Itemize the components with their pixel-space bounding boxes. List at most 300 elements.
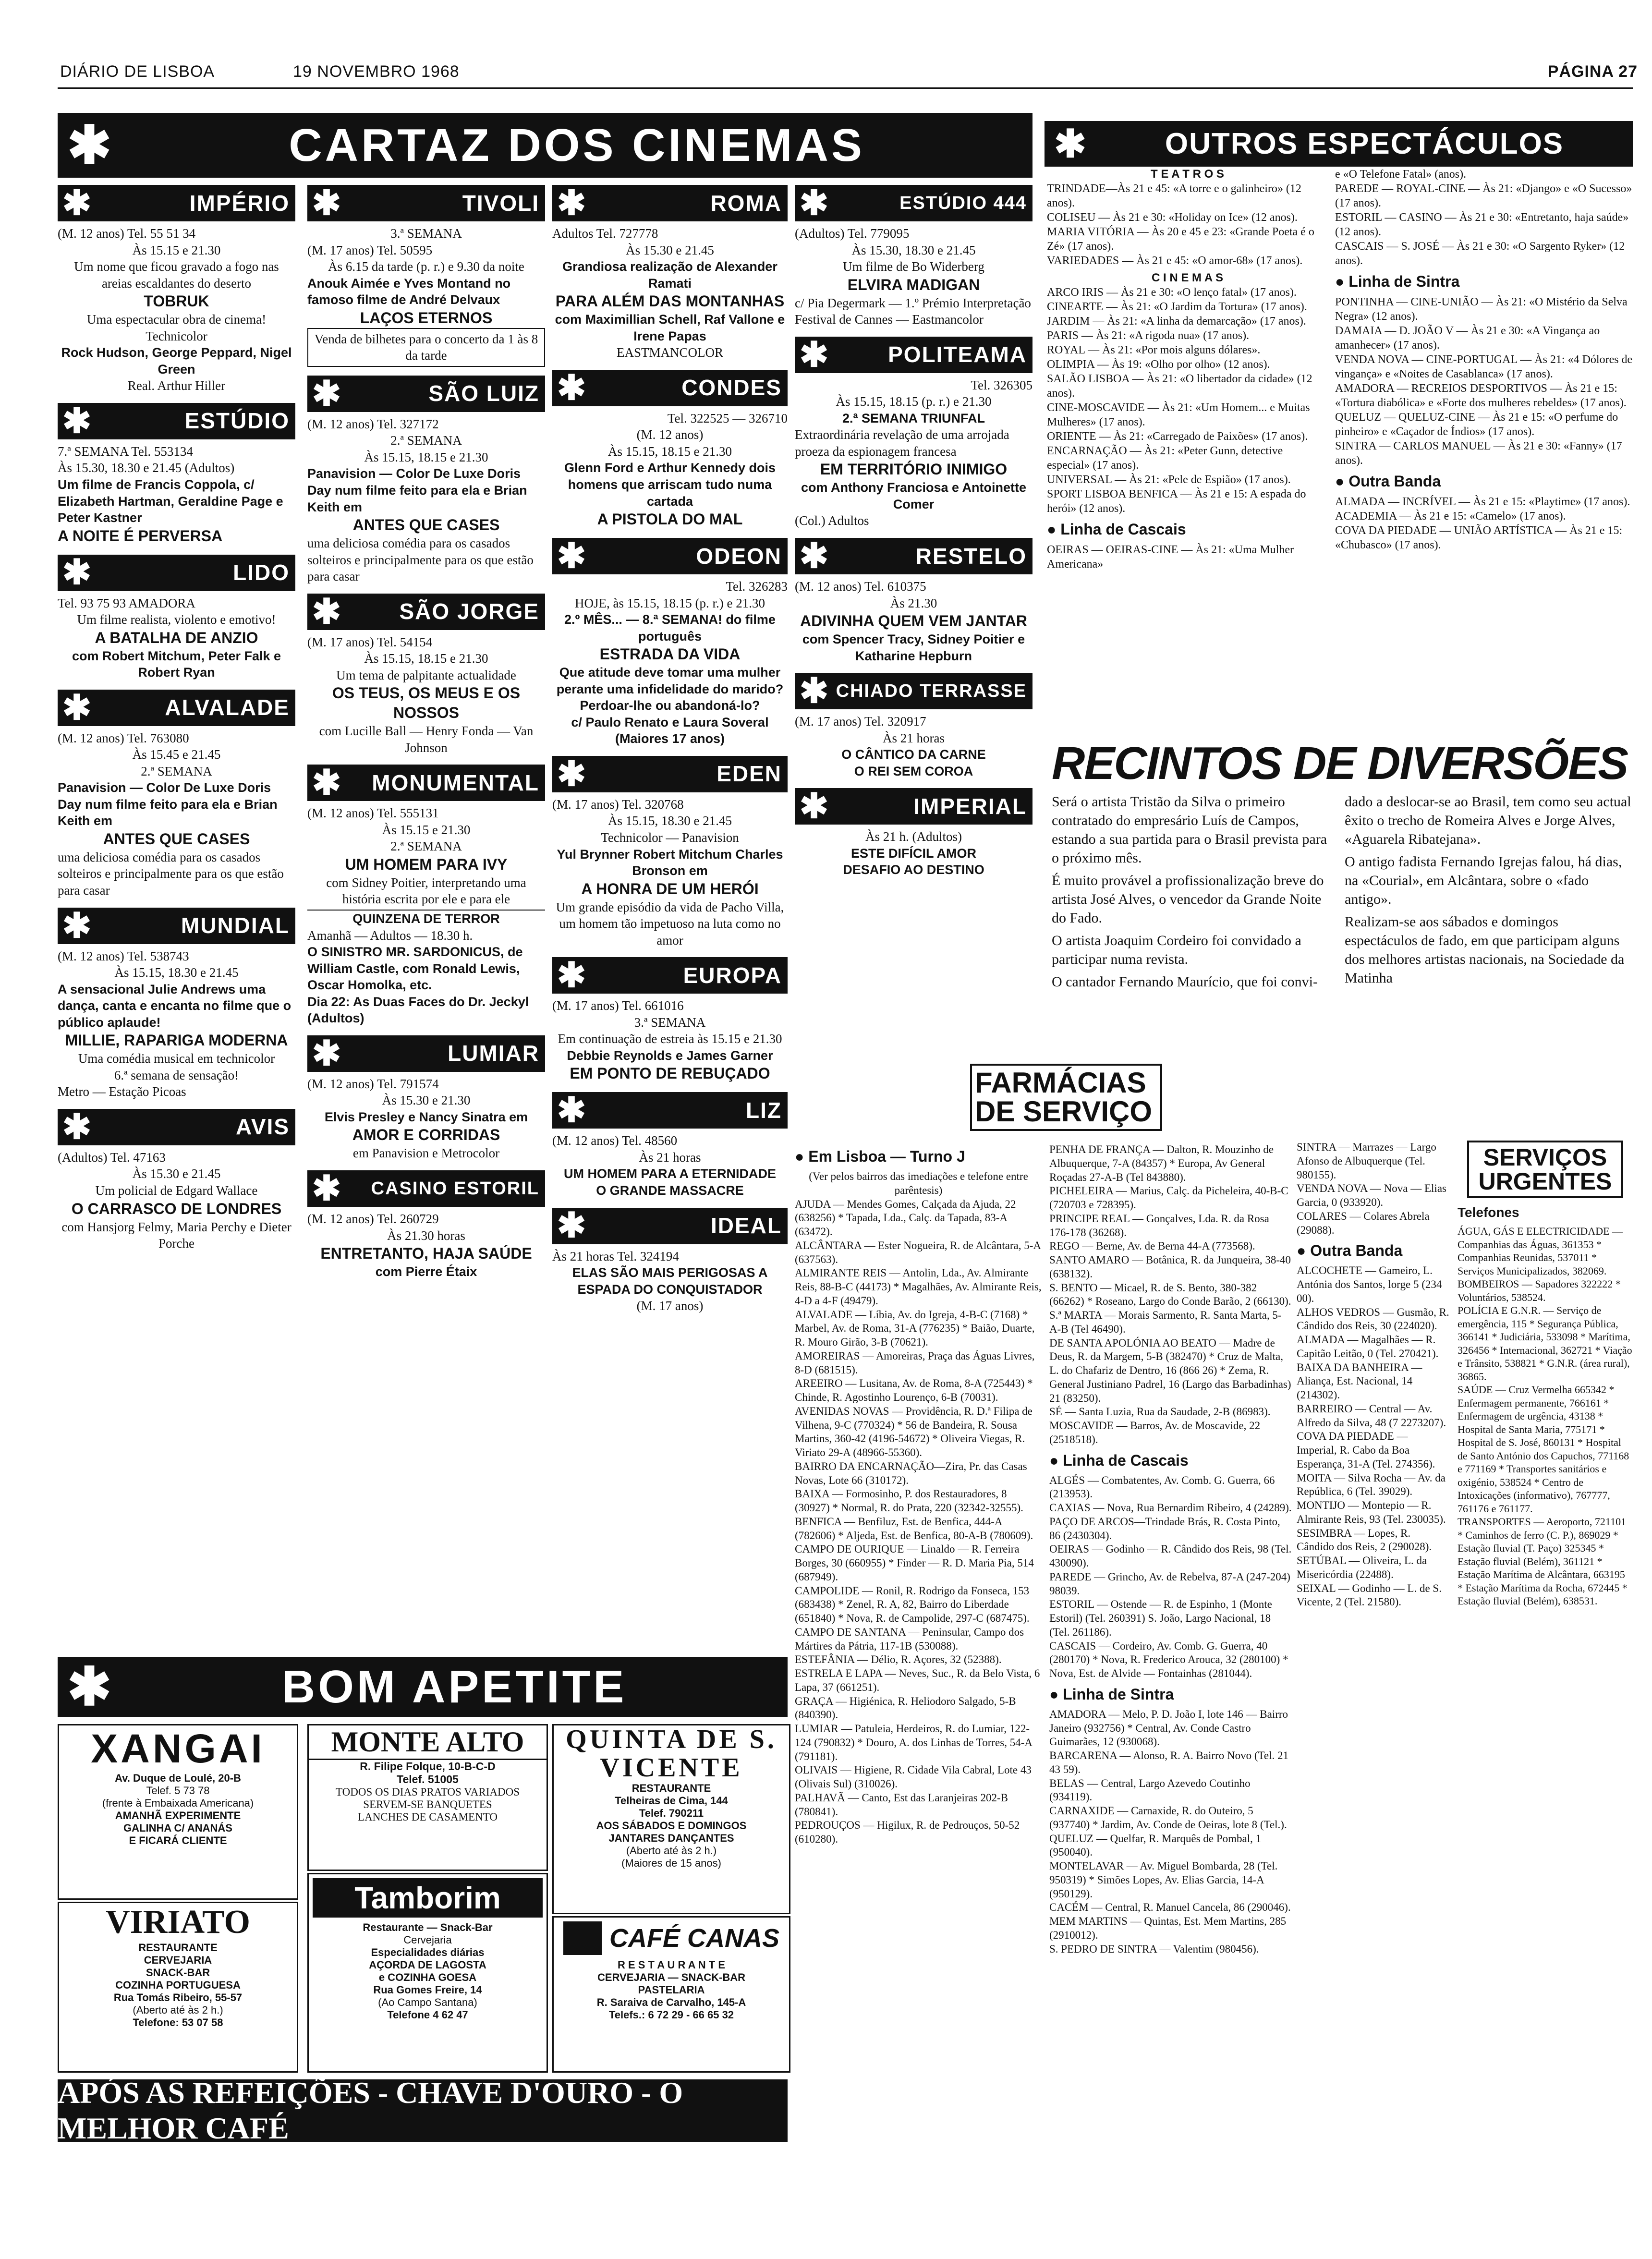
cinema-name: CHIADO TERRASSE	[836, 680, 1027, 701]
cinema-times: Às 15.15, 18.30 e 21.45	[608, 814, 732, 828]
cinema-info: (M. 17 anos) Tel. 50595	[307, 243, 433, 257]
cinema-cast: com Pierre Étaix	[375, 1264, 477, 1279]
bullet-icon: ●	[1297, 1242, 1311, 1260]
pharmacy-item: COVA DA PIEDADE — Imperial, R. Cabo da Boa Esperança, 31-A (Tel. 274356).	[1297, 1430, 1435, 1470]
film-title: ANTES QUE CASES	[352, 516, 500, 534]
recintos-title: RECINTOS DE DIVERSÕES	[1052, 738, 1628, 789]
cinema-week: 2.ª SEMANA	[141, 764, 212, 778]
teatro-item: MARIA VITÓRIA — Às 20 e 45 e 23: «Grande Poeta é o Zé» (17 anos).	[1047, 226, 1314, 253]
sintra-heading: ● Linha de Sintra	[1335, 273, 1460, 290]
restaurant-address: Rua Tomás Ribeiro, 55-57	[113, 1992, 243, 2004]
cinema-blurb: Um tema de palpitante actualidade	[336, 668, 516, 682]
restaurant-address: (Ao Campo Santana)	[378, 1996, 477, 2008]
star-icon: ✱	[62, 553, 92, 592]
outro-cinema-item: ARCO IRIS — Às 21 e 30: «O lenço fatal» (17 anos).	[1047, 286, 1297, 299]
film-title: LAÇOS ETERNOS	[360, 309, 493, 327]
sintra-item: DAMAIA — D. JOÃO V — Às 21 e 30: «A Vingança ao amanhecer» (17 anos).	[1335, 325, 1600, 352]
cinema-lido[interactable]	[58, 555, 295, 681]
outros-title: OUTROS ESPECTÁCULOS	[1165, 127, 1564, 160]
pharmacy-item: PENHA DE FRANÇA — Dalton, R. Mouzinho de Albuquerque, 7-A (84357) * Europa, Av General Roçadas 27-A-B (Tel 843880).	[1049, 1143, 1274, 1183]
film-title: ELVIRA MADIGAN	[847, 276, 980, 293]
film-title: DESAFIO AO DESTINO	[843, 862, 984, 877]
recintos-item: É muito provável a profissionalização breve do artista José Alves, o vencedor da Grande Noite do Fado.	[1052, 873, 1324, 926]
banda-heading: ● Outra Banda	[1335, 473, 1441, 490]
star-icon: ✱	[799, 787, 829, 826]
pharmacy-item: S.ª MARTA — Morais Sarmento, R. Santa Marta, 5-A-B (Tel 46490).	[1049, 1309, 1282, 1335]
cinema-politeama[interactable]	[795, 337, 1032, 529]
star-icon: ✱	[557, 754, 586, 793]
cinema-estoril[interactable]	[307, 1170, 545, 1280]
cinema-week: 2.º MÊS... — 8.ª SEMANA! do filme português	[564, 612, 776, 644]
restaurant-hours: (Aberto até às 2 h.)	[626, 1844, 717, 1857]
film-title: TOBRUK	[144, 292, 209, 310]
pharmacy-item: S. PEDRO DE SINTRA — Valentim (980456).	[1049, 1943, 1259, 1955]
cinema-blurb: Um grande episódio da vida de Pacho Villa, um homem tão impetuoso na luta como no amor	[556, 899, 784, 947]
star-icon: ✱	[312, 592, 341, 631]
farmacias-title: FARMÁCIAS DE SERVIÇO	[975, 1067, 1152, 1128]
pharmacy-item: ALHOS VEDROS — Gusmão, R. Cândido dos Reis, 30 (224020).	[1297, 1306, 1449, 1332]
restaurant-type: CERVEJARIA — SNACK-BAR	[597, 1971, 746, 1983]
cinema-column-4	[795, 185, 1032, 887]
cinema-info: (Adultos) Tel. 47163	[58, 1150, 166, 1165]
cinema-blurb: A sensacional Julie Andrews uma dança, canta e encanta no filme que o público aplaude!	[58, 982, 292, 1030]
teatro-item: VARIEDADES — Às 21 e 45: «O amor-68» (17 anos).	[1047, 255, 1303, 267]
pharmacy-item: MONTELAVAR — Av. Miguel Bombarda, 28 (Tel. 950319) * Simões Lopes, Av. Elias Garcia, 14-A (950129).	[1049, 1860, 1278, 1900]
cinema-name: MONUMENTAL	[372, 770, 539, 795]
cinema-lumiar[interactable]	[307, 1035, 545, 1162]
outros-column-a	[1047, 167, 1328, 571]
banda-item: COVA DA PIEDADE — UNIÃO ARTÍSTICA — Às 21 e 15: «Chubasco» (17 anos).	[1335, 524, 1623, 551]
pharmacy-item: VENDA NOVA — Nova — Elias Garcia, 0 (933920).	[1297, 1182, 1446, 1208]
star-icon: ✱	[557, 1091, 586, 1130]
bullet-icon: ●	[1047, 521, 1061, 538]
cinema-name: LIDO	[233, 560, 290, 585]
film-title: AMOR E CORRIDAS	[352, 1126, 500, 1144]
pharmacy-item: BARREIRO — Central — Av. Alfredo da Silva, 48 (7 2273207).	[1297, 1402, 1446, 1429]
cinema-name: ALVALADE	[165, 695, 290, 720]
film-title: EM TERRITÓRIO INIMIGO	[820, 461, 1008, 478]
pharmacy-item: BAIXA DA BANHEIRA — Aliança, Est. Nacional, 14 (214302).	[1297, 1361, 1422, 1401]
star-icon: ✱	[557, 368, 586, 407]
cinema-cast: com Robert Mitchum, Peter Falk e Robert Ryan	[72, 648, 281, 680]
outro-cinema-item: UNIVERSAL — Às 21: «Pele de Espião» (17 anos).	[1047, 474, 1291, 486]
cinema-info: Tel. 326305	[971, 377, 1032, 392]
sintra-item: QUELUZ — QUELUZ-CINE — Às 21 e 15: «O perfume do pinheiro» e «Caçador de Índios» (17 anos).	[1335, 411, 1618, 438]
film-title: O REI SEM COROA	[854, 764, 973, 778]
star-icon: ✱	[557, 536, 586, 575]
bullet-icon: ●	[1049, 1685, 1063, 1703]
cinema-rating: (M. 12 anos)	[636, 427, 704, 442]
restaurant-name: QUINTA DE S. VICENTE	[566, 1725, 777, 1783]
film-title: ELAS SÃO MAIS PERIGOSAS A ESPADA DO CONQUISTADOR	[572, 1265, 768, 1297]
star-icon: ✱	[557, 956, 586, 995]
cinema-week: 3.ª SEMANA	[390, 226, 462, 241]
restaurant-promo: SERVEM-SE BANQUETES	[363, 1798, 492, 1810]
cinema-cast: Yul Brynner Robert Mitchum Charles Bronson em	[557, 847, 783, 878]
restaurant-specialty: AÇORDA DE LAGOSTA	[369, 1959, 486, 1971]
outro-cinema-item: CINEARTE — Às 21: «O Jardim da Tortura» (17 anos).	[1047, 301, 1307, 313]
restaurant-type: PASTELARIA	[638, 1984, 705, 1996]
restaurant-specialty: Especialidades diárias	[371, 1946, 485, 1958]
pharmacy-item: MEM MARTINS — Quintas, Est. Mem Martins, 285 (2910012).	[1049, 1915, 1287, 1941]
restaurant-phone: Telefone 4 62 47	[387, 2009, 468, 2021]
sintra-item: PONTINHA — CINE-UNIÃO — Às 21: «O Mistério da Selva Negra» (12 anos).	[1335, 296, 1628, 323]
banda-heading: ● Outra Banda	[1297, 1242, 1403, 1260]
telefones-heading: Telefones	[1458, 1205, 1519, 1220]
restaurant-address: R. Saraiva de Carvalho, 145-A	[596, 1996, 746, 2008]
servicos-title: SERVIÇOS URGENTES	[1478, 1144, 1612, 1195]
cinema-times: Às 15.45 e 21.45	[132, 747, 221, 762]
outro-cinema-item: SPORT LISBOA BENFICA — Às 21 e 15: A espada do herói» (12 anos).	[1047, 488, 1306, 515]
cinema-name: EUROPA	[683, 962, 782, 988]
cinema-name: MUNDIAL	[181, 913, 290, 938]
cinema-name: SÃO LUIZ	[428, 381, 539, 406]
film-title: MILLIE, RAPARIGA MODERNA	[65, 1032, 288, 1049]
bom-apetite-title: BOM APETITE	[281, 1661, 627, 1712]
cinema-cast: Rock Hudson, George Peppard, Nigel Green	[61, 345, 292, 376]
cinema-cast: com Maximillian Schell, Raf Vallone e Irene Papas	[555, 312, 785, 343]
restaurant-phone: Telef. 790211	[639, 1807, 704, 1819]
outro-cinema-item: JARDIM — Às 21: «A linha da demarcação» (17 anos).	[1047, 315, 1306, 328]
cinema-week: 2.ª SEMANA	[390, 839, 462, 854]
pharmacy-item: ALCÂNTARA — Ester Nogueira, R. de Alcântara, 5-A (637563).	[795, 1239, 1041, 1265]
pharmacy-item: ALMIRANTE REIS — Antolin, Lda., Av. Almirante Reis, 88-B-C (44173) * Magalhães, Av. Almirante Reis, 4-D a 4-F (49479).	[795, 1267, 1042, 1307]
cinema-week: 6.ª semana de sensação!	[114, 1068, 239, 1082]
pharmacy-item: SINTRA — Marrazes — Largo Afonso de Albuquerque (Tel. 980155).	[1297, 1141, 1436, 1181]
farmacias-column-1	[795, 1143, 1042, 1846]
cinema-info: (M. 12 anos) Tel. 55 51 34	[58, 226, 196, 241]
cinema-condes[interactable]	[552, 370, 788, 529]
restaurant-address: R. Filipe Folque, 10-B-C-D	[360, 1760, 496, 1773]
restaurant-address: Av. Duque de Loulé, 20-B	[115, 1772, 241, 1784]
pharmacy-item: BAIRRO DA ENCARNAÇÃO—Zira, Pr. das Casas Novas, Lote 66 (310172).	[795, 1460, 1027, 1486]
restaurant-type: CERVEJARIA	[144, 1954, 212, 1966]
outro-cinema-item: CINE-MOSCAVIDE — Às 21: «Um Homem... e Muitas Mulheres» (17 anos).	[1047, 401, 1310, 428]
cinema-times: Às 21 h. (Adultos)	[865, 829, 962, 844]
star-icon: ✱	[312, 1169, 341, 1208]
star-icon: ✱	[312, 374, 341, 413]
restaurant-promo: LANCHES DE CASAMENTO	[358, 1811, 498, 1823]
pharmacy-item: SÉ — Santa Luzia, Rua da Saudade, 2-B (86983).	[1049, 1406, 1271, 1418]
cinema-times: Às 15.15, 18.15 e 21.30	[364, 449, 488, 464]
outro-cinema-item: OLIMPIA — Às 19: «Olho por olho» (12 anos).	[1047, 358, 1270, 371]
outro-cinema-item: ORIENTE — Às 21: «Carregado de Paixões» (17 anos).	[1047, 430, 1308, 443]
cascais-heading: ● Linha de Cascais	[1049, 1451, 1189, 1469]
cinema-cast: Panavision — Color De Luxe Doris Day num filme feito para ela e Brian Keith em	[307, 466, 527, 514]
page-number: PÁGINA 27	[1547, 62, 1638, 81]
restaurant-promo: JANTARES DANÇANTES	[608, 1832, 734, 1844]
cinema-roma[interactable]	[552, 185, 788, 361]
cinema-cast: com Spencer Tracy, Sidney Poitier e Katharine Hepburn	[802, 632, 1025, 663]
cinema-times: Às 21 horas	[883, 730, 945, 745]
cinema-name: RESTELO	[915, 543, 1027, 569]
cinema-week: 2.ª SEMANA	[390, 433, 462, 448]
cinema-format: Uma comédia musical em technicolor	[78, 1051, 275, 1066]
cinema-chiado[interactable]	[795, 673, 1032, 779]
pharmacy-item: MOSCAVIDE — Barros, Av. de Moscavide, 22 (2518518).	[1049, 1420, 1261, 1445]
cinema-europa[interactable]	[552, 957, 788, 1083]
cinema-director: Grandiosa realização de Alexander Ramati	[562, 259, 777, 291]
servicos-box	[1467, 1141, 1623, 1198]
cinema-info: Tel. 93 75 93 AMADORA	[58, 595, 195, 610]
cinema-info: (M. 12 anos) Tel. 260729	[307, 1211, 439, 1226]
pharmacy-item: DE SANTA APOLÓNIA AO BEATO — Madre de Deus, R. da Margem, 5-B (382470) * Cruz de Malta, L. do Chafariz de Dentro, 16 (866 26) * Zema, R. General Justiniano Padrel, 16 (Largo das Barbadinhas) 21 (83250).	[1049, 1336, 1291, 1404]
film-title: PARA ALÉM DAS MONTANHAS	[555, 292, 785, 310]
ad-cafe-canas[interactable]	[552, 1916, 790, 2073]
pharmacy-item: OEIRAS — Godinho — R. Cândido dos Reis, 98 (Tel. 430090).	[1049, 1543, 1292, 1569]
banda-item: ACADEMIA — Às 21 e 15: «Camelo» (17 anos).	[1335, 510, 1566, 522]
outro-cinema-item: ROYAL — Às 21: «Por mois alguns dólares».	[1047, 344, 1261, 356]
star-icon: ✱	[312, 183, 341, 222]
cinema-odeon[interactable]	[552, 538, 788, 747]
restaurant-type: Restaurante — Snack-Bar	[363, 1921, 493, 1933]
cinema-restelo[interactable]	[795, 538, 1032, 664]
cinema-blurb: Um policial de Edgard Wallace	[95, 1183, 258, 1198]
issue-date: 19 NOVEMBRO 1968	[293, 62, 460, 81]
star-icon: ✱	[62, 688, 92, 727]
pharmacy-item: ESTORIL — Ostende — R. de Espinho, 1 (Monte Estoril) (Tel. 260391) S. João, Largo Nacional, 18 (Tel. 261186).	[1049, 1598, 1272, 1638]
cinema-ideal[interactable]	[552, 1208, 788, 1314]
pharmacy-item: PALHAVÃ — Canto, Est das Laranjeiras 202-B (780841).	[795, 1791, 1008, 1818]
bullet-icon: ●	[1049, 1451, 1063, 1469]
cinema-liz[interactable]	[552, 1092, 788, 1199]
cinema-rating: (M. 17 anos)	[636, 1299, 704, 1313]
cinema-name: ROMA	[710, 190, 782, 216]
cinema-imperial[interactable]	[795, 788, 1032, 878]
cinema-name: LIZ	[746, 1097, 782, 1123]
restaurant-specialty: e COZINHA GOESA	[378, 1971, 477, 1983]
pharmacy-item: REGO — Berne, Av. de Berna 44-A (773568).	[1049, 1240, 1255, 1252]
pharmacy-item: ALMADA — Magalhães — R. Capitão Leitão, 0 (Tel. 270421).	[1297, 1334, 1439, 1360]
restaurant-promo: AOS SÁBADOS E DOMINGOS	[596, 1819, 747, 1832]
cinema-info: (Adultos) Tel. 779095	[795, 226, 910, 241]
recintos-item: Realizam-se aos sábados e domingos espectáculos de fado, em que participam alguns dos melhores artistas nacionais, na Sociedade da Matinha	[1345, 914, 1625, 986]
cinema-info: Tel. 326283	[726, 579, 788, 594]
cinema-imperio[interactable]	[58, 185, 295, 394]
ad-quinta-sao-vicente[interactable]	[552, 1724, 790, 1914]
film-title: ESTRADA DA VIDA	[599, 645, 741, 663]
cinema-cast: c/ Paulo Renato e Laura Soveral (Maiores 17 anos)	[571, 715, 769, 746]
cinema-format: em Panavision e Metrocolor	[352, 1146, 500, 1161]
chave-douro-ad: APÓS AS REFEIÇÕES - CHAVE D'OURO - O MELHOR CAFÉ	[58, 2079, 788, 2142]
star-icon: ✱	[67, 115, 112, 175]
film-title: ANTES QUE CASES	[103, 830, 250, 848]
recintos-left	[1052, 792, 1335, 995]
cinema-info: (M. 12 anos) Tel. 48560	[552, 1133, 678, 1148]
pharmacy-item: AMOREIRAS — Amoreiras, Praça das Águas Livres, 8-D (681515).	[795, 1349, 1035, 1376]
farmacias-column-3	[1297, 1141, 1450, 1609]
cinema-week: 3.ª SEMANA	[634, 1015, 706, 1030]
cascais-item: PAREDE — ROYAL-CINE — Às 21: «Django» e «O Sucesso» (17 anos).	[1335, 182, 1632, 209]
cinema-saojorge[interactable]	[307, 594, 545, 756]
restaurant-name: MONTE ALTO	[309, 1725, 547, 1760]
restaurant-name: CAFÉ CANAS	[609, 1924, 779, 1953]
cinema-times: Às 21.30 horas	[387, 1228, 465, 1243]
cinema-format: Technicolor — Panavision	[601, 830, 739, 845]
pharmacy-item: CAMPO DE OURIQUE — Linaldo — R. Ferreira Borges, 30 (660955) * Finder — R. D. Maria Pia, 514 (687949).	[795, 1543, 1034, 1583]
pharmacy-item: LUMIAR — Patuleia, Herdeiros, R. do Lumiar, 122-124 (790832) * Douro, A. dos Linhas de Torres, 54-A (791181).	[795, 1723, 1032, 1762]
cinema-cast: c/ Pia Degermark — 1.º Prémio Interpretação Festival de Cannes — Eastmancolor	[795, 295, 1031, 327]
cinema-saoluiz[interactable]	[307, 376, 545, 585]
pharmacy-item: SANTO AMARO — Botânica, R. da Junqueira, 38-40 (638132).	[1049, 1254, 1291, 1280]
pharmacy-item: PAÇO DE ARCOS—Trindade Brás, R. Costa Pinto, 86 (2430304).	[1049, 1515, 1280, 1542]
ad-tamborim[interactable]	[307, 1873, 548, 2073]
pharmacy-item: MONTIJO — Montepio — R. Almirante Reis, 93 (Tel. 230035).	[1297, 1499, 1446, 1525]
cinema-times: Às 15.30 e 21.45	[132, 1166, 221, 1181]
restaurant-type: SNACK-BAR	[146, 1967, 210, 1979]
restaurant-note: (frente à Embaixada Americana)	[102, 1797, 254, 1809]
servico-item: BOMBEIROS — Sapadores 322222 * Voluntários, 538524.	[1458, 1278, 1621, 1303]
cinema-info: Adultos Tel. 727778	[552, 226, 658, 241]
restaurant-address: Rua Gomes Freire, 14	[373, 1984, 482, 1996]
pharmacy-item: SETÚBAL — Oliveira, L. da Misericórdia (22488).	[1297, 1555, 1427, 1580]
restaurant-promo: GALINHA C/ ANANÁS	[123, 1822, 232, 1834]
star-icon: ✱	[799, 183, 829, 222]
teatros-heading: T E A T R O S	[1151, 168, 1224, 181]
cascais-heading: ● Linha de Cascais	[1047, 521, 1186, 538]
cinema-alvalade[interactable]	[58, 690, 295, 899]
cinema-name: CONDES	[681, 375, 782, 401]
star-icon: ✱	[67, 1657, 112, 1716]
pharmacy-item: BARCARENA — Alonso, R. A. Bairro Novo (Tel. 21 43 59).	[1049, 1749, 1289, 1775]
cinema-eden[interactable]	[552, 756, 788, 948]
recintos-item: O antigo fadista Fernando Igrejas falou, há dias, na «Courial», em Alcântara, sobre o «fado antigo».	[1345, 854, 1622, 907]
restaurant-phone: Telef. 5 73 78	[146, 1785, 210, 1797]
star-icon: ✱	[62, 183, 92, 222]
cinemas-banner	[58, 113, 1032, 178]
outro-cinema-item: SALÃO LISBOA — Às 21: «O libertador da cidade» (12 anos).	[1047, 373, 1312, 400]
recintos-item: O artista Joaquim Cordeiro foi convidado a participar numa revista.	[1052, 933, 1301, 967]
cinema-info: Tel. 322525 — 326710	[667, 411, 788, 425]
pharmacy-item: PAREDE — Grincho, Av. de Rebelva, 87-A (247-204) 98039.	[1049, 1570, 1290, 1597]
bullet-icon: ●	[1335, 473, 1349, 490]
pharmacy-item: SESIMBRA — Lopes, R. Cândido dos Reis, 2 (290028).	[1297, 1527, 1432, 1553]
pharmacy-item: CAMPO DE SANTANA — Peninsular, Campo dos Mártires da Pátria, 117-1B (530088).	[795, 1626, 1024, 1652]
cinema-column-1	[58, 185, 295, 1261]
pharmacy-item: PEDROUÇOS — Higilux, R. de Pedrouços, 50-52 (610280).	[795, 1819, 1020, 1845]
ad-monte-alto[interactable]	[307, 1724, 548, 1871]
cinema-info: (M. 17 anos) Tel. 661016	[552, 998, 684, 1013]
restaurant-type: R E S T A U R A N T E	[617, 1959, 726, 1971]
cinema-times: Às 21 horas	[639, 1150, 701, 1165]
cinema-estudio444[interactable]	[795, 185, 1032, 328]
pharmacy-item: ALVALADE — Líbia, Av. do Igreja, 4-B-C (7168) * Marbel, Av. de Roma, 31-A (776235) * Baião, Duarte, R. Mouro Girão, 3-B (70621).	[795, 1308, 1035, 1348]
film-title: EM PONTO DE REBUÇADO	[570, 1065, 770, 1082]
cinema-times: Às 15.15, 18.30 e 21.45	[114, 965, 239, 980]
cinema-times: Em continuação de estreia às 15.15 e 21.30	[558, 1032, 782, 1046]
cinema-cast: com Sidney Poitier, interpretando uma história escrita por ele e para ele	[326, 875, 526, 907]
farmacias-column-2	[1049, 1143, 1292, 1956]
cinema-cast: Anouk Aimée e Yves Montand no famoso filme de André Delvaux	[307, 276, 511, 307]
cinema-cast: com Anthony Franciosa e Antoinette Comer	[801, 480, 1027, 511]
star-icon: ✱	[1054, 122, 1087, 165]
cinema-notice: Venda de bilhetes para o concerto da 1 às 8 da tarde	[307, 328, 545, 367]
restaurant-promo: AMANHÃ EXPERIMENTE	[115, 1810, 241, 1822]
cinemas-heading: C I N E M A S	[1152, 271, 1223, 284]
cinema-column-3	[552, 185, 788, 1323]
cinema-times: Às 15.30, 18.30 e 21.45	[851, 243, 976, 257]
cinema-format: Technicolor	[146, 328, 207, 343]
film-title: UM HOMEM PARA A ETERNIDADE	[564, 1166, 776, 1181]
cinema-times: Às 15.15, 18.15 (p. r.) e 21.30	[836, 394, 992, 409]
canas-emblem-icon	[563, 1921, 602, 1955]
pharmacy-item: CASCAIS — Cordeiro, Av. Comb. G. Guerra, 40 (280170) * Nova, R. Frederico Arouca, 32 (280100) * Nova, Est. de Alvide — Fontainhas (281044).	[1049, 1640, 1288, 1679]
pharmacy-item: OLIVAIS — Higiene, R. Cidade Vila Cabral, Lote 43 (Olivais Sul) (310026).	[795, 1764, 1032, 1790]
servicos-column	[1458, 1141, 1633, 1608]
cinema-avis[interactable]	[58, 1109, 295, 1252]
bullet-icon: ●	[795, 1148, 809, 1165]
cinema-times: Às 15.30 e 21.45	[626, 243, 714, 257]
cinema-info: (M. 12 anos) Tel. 555131	[307, 806, 439, 821]
cinema-name: ODEON	[696, 543, 782, 569]
cinema-info: (M. 12 anos) Tel. 327172	[307, 416, 439, 431]
cinema-blurb: uma deliciosa comédia para os casados solteiros e principalmente para os que estão para casar	[307, 536, 534, 584]
cinema-blurb: Que atitude deve tomar uma mulher perante uma infidelidade do marido? Perdoar-lhe ou abandoná-lo?	[556, 665, 784, 713]
film-title: ADIVINHA QUEM VEM JANTAR	[800, 612, 1027, 630]
bom-apetite-banner	[58, 1657, 788, 1717]
cinema-mundial[interactable]	[58, 908, 295, 1100]
teatro-item: TRINDADE—Às 21 e 45: «A torre e o galinheiro» (12 anos).	[1047, 182, 1301, 209]
cinema-tivoli[interactable]	[307, 185, 545, 367]
cinema-monumental[interactable]	[307, 765, 545, 1027]
pharmacy-item: ALCOCHETE — Gameiro, L. Antónia dos Santos, lorge 5 (234 00).	[1297, 1264, 1442, 1304]
cinema-name: CASINO ESTORIL	[371, 1178, 539, 1199]
cinema-times: Às 15.15 e 21.30	[132, 243, 221, 257]
film-title: ENTRETANTO, HAJA SAÚDE	[320, 1245, 532, 1263]
ad-viriato[interactable]	[58, 1902, 298, 2073]
restaurant-name: XANGAI	[91, 1726, 265, 1771]
pharmacy-item: CAXIAS — Nova, Rua Bernardim Ribeiro, 4 (24289).	[1049, 1502, 1292, 1514]
cinema-info: (M. 12 anos) Tel. 763080	[58, 730, 189, 745]
cinema-info: (M. 12 anos) Tel. 610375	[795, 579, 926, 594]
restaurant-name: VIRIATO	[106, 1904, 250, 1941]
pharmacy-item: PRINCIPE REAL — Gonçalves, Lda. R. da Rosa 176-178 (36268).	[1049, 1212, 1269, 1239]
cinema-times: Às 15.15 e 21.30	[382, 822, 471, 837]
cinema-name: ESTÚDIO	[184, 408, 290, 434]
star-icon: ✱	[557, 1206, 586, 1245]
ad-xangai[interactable]	[58, 1724, 298, 1900]
cinema-name: AVIS	[236, 1114, 290, 1140]
pharmacy-item: AREEIRO — Lusitana, Av. de Roma, 8-A (725443) * Chinde, R. Agostinho Lourenço, 6-B (70031).	[795, 1377, 1033, 1403]
cinema-name: IDEAL	[711, 1213, 782, 1239]
cinema-blurb: uma deliciosa comédia para os casados solteiros e principalmente para os que estão para casar	[58, 850, 284, 898]
cinema-director: Um filme de Bo Widerberg	[843, 259, 984, 274]
cinema-week: 2.ª SEMANA TRIUNFAL	[842, 411, 985, 425]
restaurant-phone: Telef. 51005	[397, 1773, 459, 1785]
cinema-times: Às 21.30	[890, 595, 937, 610]
cinema-times: Às 15.30 e 21.30	[382, 1093, 471, 1108]
pharmacy-item: AMADORA — Melo, P. D. João I, lote 146 — Bairro Janeiro (932756) * Central, Av. Conde Castro Guimarães, 12 (930068).	[1049, 1708, 1288, 1748]
servico-item: ÁGUA, GÁS E ELECTRICIDADE — Companhias das Águas, 361353 * Companhias Reunidas, 537011 * Serviços Municipalizados, 382069.	[1458, 1225, 1623, 1277]
restaurant-phone: Telefone: 53 07 58	[133, 2016, 223, 2028]
pharmacy-item: PICHELEIRA — Marius, Calç. da Picheleira, 40-B-C (720703 e 728395).	[1049, 1185, 1288, 1211]
film-title: A NOITE É PERVERSA	[58, 527, 223, 545]
cinema-estudio[interactable]	[58, 403, 295, 546]
restaurant-address: Telheiras de Cima, 144	[615, 1794, 728, 1807]
outros-column-b	[1335, 167, 1633, 552]
cinema-director: Real. Arthur Hiller	[127, 378, 226, 393]
restaurant-promo: TODOS OS DIAS PRATOS VARIADOS	[335, 1786, 520, 1798]
pharmacy-item: BAIXA — Formosinho, P. dos Restauradores, 8 (30927) * Normal, R. do Prata, 220 (32342-32555).	[795, 1488, 1023, 1514]
cinema-times: Às 15.15, 18.15 e 21.30	[608, 444, 732, 459]
cinema-blurb: Dia 22: As Duas Faces do Dr. Jeckyl (Adultos)	[307, 994, 529, 1026]
canas-logo	[554, 1921, 789, 1955]
cinema-cast: Panavision — Color De Luxe Doris Day num filme feito para ela e Brian Keith em	[58, 780, 278, 828]
cinema-blurb: O SINISTRO MR. SARDONICUS, de William Castle, com Ronald Lewis, Oscar Homolka, etc.	[307, 945, 523, 993]
cascais-item: CASCAIS — S. JOSÉ — Às 21 e 30: «O Sargento Ryker» (12 anos).	[1335, 240, 1625, 267]
cinema-info: (M. 17 anos) Tel. 320768	[552, 797, 684, 812]
restaurant-name: Tamborim	[313, 1878, 543, 1918]
